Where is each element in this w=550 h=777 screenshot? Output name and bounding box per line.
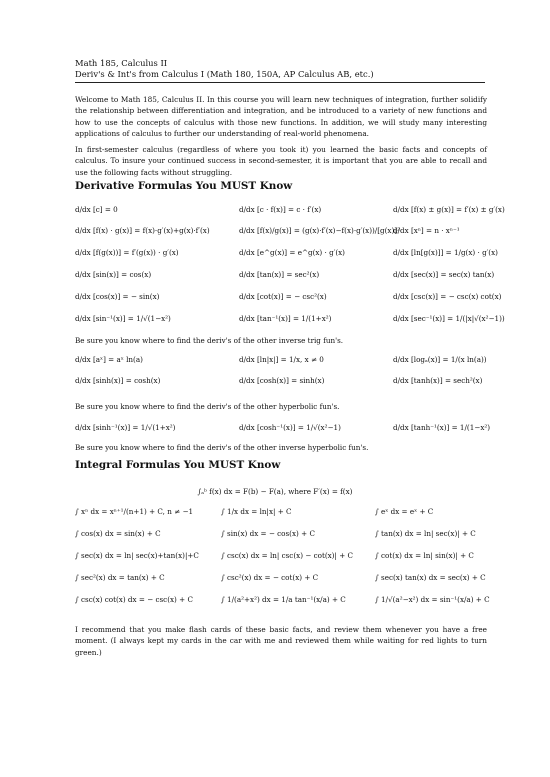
formula: ∫ csc(x) cot(x) dx = − csc(x) + C — [75, 595, 193, 604]
closing-paragraph: I recommend that you make flash cards of these basic facts, and review them whenever you have a free moment. (I always kept my cards in the car with me and reviewed them while waiting for red lights to turn green.) — [75, 625, 487, 657]
formula: d/dx [cos(x)] = − sin(x) — [75, 292, 160, 301]
formula: d/dx [tanh(x)] = sech²(x) — [393, 376, 483, 385]
formula: d/dx [sec(x)] = sec(x) tan(x) — [393, 270, 495, 279]
formula: ∫ 1/√(a²−x²) dx = sin⁻¹(x/a) + C — [375, 595, 490, 604]
integrals-heading: Integral Formulas You MUST Know — [75, 459, 281, 471]
formula: ∫ csc²(x) dx = − cot(x) + C — [221, 573, 319, 582]
document-subtitle: Deriv's & Int's from Calculus I (Math 180, 150A, AP Calculus AB, etc.) — [75, 69, 374, 79]
formula: d/dx [ln|x|] = 1/x, x ≠ 0 — [239, 355, 324, 364]
formula: d/dx [f(x) ± g(x)] = f′(x) ± g′(x) — [393, 205, 505, 214]
formula: d/dx [sin(x)] = cos(x) — [75, 270, 152, 279]
formula-row — [75, 526, 495, 542]
note-inverse-trig: Be sure you know where to find the deriv's of the other inverse trig fun's. — [75, 336, 344, 345]
formula-row — [75, 592, 495, 608]
header-rule — [75, 82, 485, 83]
formula-row — [75, 504, 495, 520]
formula: d/dx [tan(x)] = sec²(x) — [239, 270, 320, 279]
formula: d/dx [e^g(x)] = e^g(x) · g′(x) — [239, 248, 345, 257]
formula: ∫ cos(x) dx = sin(x) + C — [75, 529, 161, 538]
course-title: Math 185, Calculus II — [75, 58, 168, 68]
formula: ∫ cot(x) dx = ln| sin(x)| + C — [375, 551, 474, 560]
formula-row — [75, 289, 502, 305]
formula: d/dx [f(x)/g(x)] = (g(x)·f′(x)−f(x)·g′(x))/[g(x)]² — [239, 226, 400, 235]
formula: d/dx [c · f(x)] = c · f′(x) — [239, 205, 322, 214]
formula: d/dx [csc(x)] = − csc(x) cot(x) — [393, 292, 502, 301]
formula: d/dx [tan⁻¹(x)] = 1/(1+x²) — [239, 314, 332, 323]
formula: d/dx [cosh(x)] = sinh(x) — [239, 376, 325, 385]
formula: ∫ xⁿ dx = xⁿ⁺¹/(n+1) + C, n ≠ −1 — [75, 507, 194, 516]
formula-row — [75, 311, 505, 327]
formula: ∫ sec(x) tan(x) dx = sec(x) + C — [375, 573, 486, 582]
formula: ∫ eˣ dx = eˣ + C — [375, 507, 434, 516]
formula-row — [75, 548, 495, 564]
formula: d/dx [f(g(x))] = f′(g(x)) · g′(x) — [75, 248, 179, 257]
formula: d/dx [logₐ(x)] = 1/(x ln(a)) — [393, 355, 487, 364]
formula: ∫ sin(x) dx = − cos(x) + C — [221, 529, 315, 538]
formula: d/dx [ln[g(x)]] = 1/g(x) · g′(x) — [393, 248, 498, 257]
formula: d/dx [c] = 0 — [75, 205, 118, 214]
formula: d/dx [sinh⁻¹(x)] = 1/√(1+x²) — [75, 423, 176, 432]
formula: ∫ csc(x) dx = ln| csc(x) − cot(x)| + C — [221, 551, 354, 560]
formula: d/dx [sec⁻¹(x)] = 1/(|x|√(x²−1)) — [393, 314, 505, 323]
formula-row — [75, 570, 495, 586]
formula: d/dx [xⁿ] = n · xⁿ⁻¹ — [393, 226, 460, 235]
formula-row — [75, 245, 498, 261]
formula: d/dx [tanh⁻¹(x)] = 1/(1−x²) — [393, 423, 491, 432]
formula: ∫ tan(x) dx = ln| sec(x)| + C — [375, 529, 476, 538]
formula: ∫ 1/x dx = ln|x| + C — [221, 507, 292, 516]
formula-row — [75, 267, 495, 283]
formula-row — [75, 352, 495, 368]
document-header — [75, 58, 485, 80]
formula-row — [75, 420, 495, 436]
formula-row — [75, 202, 505, 218]
derivatives-heading: Derivative Formulas You MUST Know — [75, 180, 293, 192]
formula: d/dx [sinh(x)] = cosh(x) — [75, 376, 161, 385]
formula-row — [75, 223, 495, 239]
formula: d/dx [f(x) · g(x)] = f(x)·g′(x)+g(x)·f′(x) — [75, 226, 210, 235]
formula-row — [75, 373, 495, 389]
formula: d/dx [cot(x)] = − csc²(x) — [239, 292, 327, 301]
ftc-formula: ∫ₐᵇ f(x) dx = F(b) − F(a), where F′(x) = f(x) — [197, 487, 353, 496]
intro-paragraph-2: In first-semester calculus (regardless of where you took it) you learned the basic facts and concepts of calculus. To insure your continued success in second-semester, it is important that you are able to recall and use the following facts without struggling. — [75, 145, 487, 177]
formula: ∫ sec²(x) dx = tan(x) + C — [75, 573, 165, 582]
formula: d/dx [aˣ] = aˣ ln(a) — [75, 355, 143, 364]
formula: ∫ 1/(a²+x²) dx = 1/a tan⁻¹(x/a) + C — [221, 595, 346, 604]
formula: d/dx [cosh⁻¹(x)] = 1/√(x²−1) — [239, 423, 341, 432]
note-hyperbolic: Be sure you know where to find the deriv's of the other hyperbolic fun's. — [75, 402, 340, 411]
intro-paragraph: Welcome to Math 185, Calculus II. In this course you will learn new techniques of integration, further solidify the relationship between differentiation and integration, and be introduced to a variety of new functions and how to use the concepts of calculus with those new functions. In addition, we will study many interesting applications of calculus to further our understanding of real-world phenomena. — [75, 95, 487, 138]
formula: d/dx [sin⁻¹(x)] = 1/√(1−x²) — [75, 314, 171, 323]
note-inverse-hyperbolic: Be sure you know where to find the deriv's of the other inverse hyperbolic fun's. — [75, 443, 369, 452]
formula: ∫ sec(x) dx = ln| sec(x)+tan(x)|+C — [75, 551, 199, 560]
